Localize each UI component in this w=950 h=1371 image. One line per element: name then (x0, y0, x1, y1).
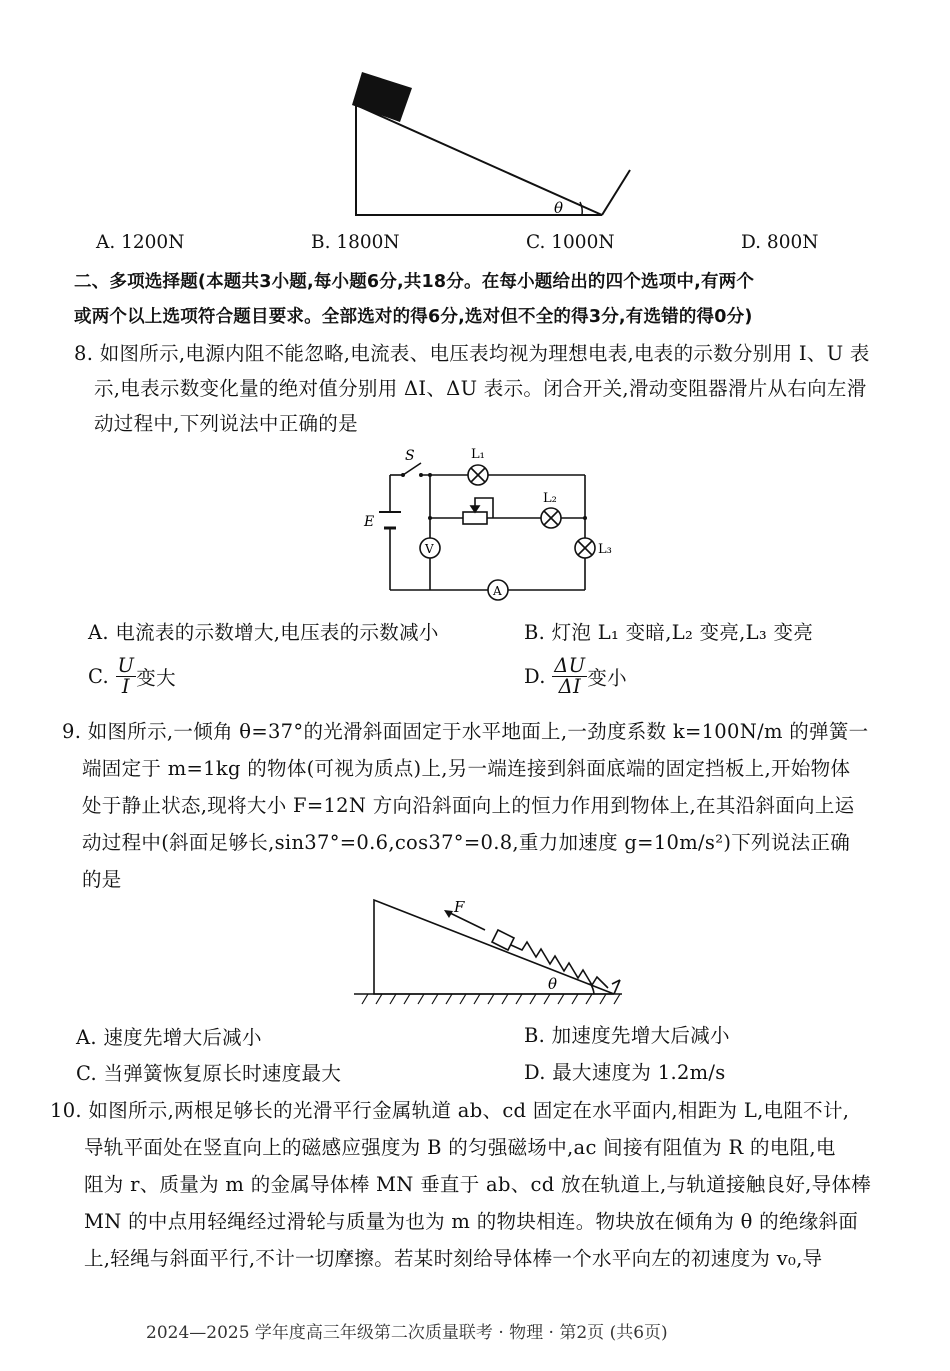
q9-stem-line2: 端固定于 m=1kg 的物体(可视为质点)上,另一端连接到斜面底端的固定挡板上,开始物体 (82, 757, 851, 780)
q9-option-a[interactable]: A. 速度先增大后减小 (76, 1026, 262, 1049)
q7-option-c[interactable]: C. 1000N (526, 232, 615, 253)
q10-stem-line1: 10. 如图所示,两根足够长的光滑平行金属轨道 ab、cd 固定在水平面内,相距为 L,电阻不计, (50, 1099, 850, 1122)
q9-option-d[interactable]: D. 最大速度为 1.2m/s (524, 1061, 726, 1084)
angle-arc (580, 202, 582, 215)
q8-option-d-fraction (552, 656, 587, 697)
lamp3-label: L₃ (598, 542, 612, 557)
q8-circuit-figure (355, 440, 625, 610)
voltmeter-label: V (425, 542, 434, 556)
q8-option-d-prefix: D. (524, 665, 546, 688)
block (352, 72, 412, 122)
q8-option-c-suffix: 变大 (136, 666, 176, 690)
q9-option-b[interactable]: B. 加速度先增大后减小 (524, 1024, 730, 1047)
q10-stem-line4: MN 的中点用轻绳经过滑轮与质量为也为 m 的物块相连。物块放在倾角为 θ 的绝缘斜面 (84, 1210, 859, 1233)
q8-stem-line1: 8. 如图所示,电源内阻不能忽略,电流表、电压表均视为理想电表,电表的示数分别用 I、U 表 (74, 342, 870, 365)
q8-option-c-fraction (116, 656, 137, 697)
lamp1-label: L₁ (471, 447, 485, 462)
q8-option-d[interactable] (524, 656, 627, 697)
q9-stem-line5: 的是 (82, 868, 122, 891)
q10-stem-line3: 阻为 r、质量为 m 的金属导体棒 MN 垂直于 ab、cd 放在轨道上,与轨道接触良好,导体棒 (84, 1173, 872, 1196)
q8-option-d-denominator: ΔI (558, 675, 581, 698)
vertical-wall (602, 170, 630, 215)
q8-option-d-numerator: ΔU (554, 654, 586, 677)
force-label: F (454, 898, 465, 916)
q7-option-b[interactable]: B. 1800N (311, 232, 400, 253)
page-footer: 2024—2025 学年度高三年级第二次质量联考 · 物理 · 第2页 (共6页) (146, 1323, 668, 1343)
battery-label: E (364, 514, 375, 530)
q7-option-d[interactable]: D. 800N (741, 232, 819, 253)
q8-stem-line3: 动过程中,下列说法中正确的是 (94, 412, 358, 435)
q8-option-c-numerator: U (117, 654, 135, 677)
q8-option-c[interactable] (88, 656, 176, 697)
q7-option-a[interactable]: A. 1200N (96, 232, 185, 253)
theta-label: θ (548, 975, 558, 993)
lamp2-label: L₂ (543, 491, 557, 506)
q9-option-c[interactable]: C. 当弹簧恢复原长时速度最大 (76, 1062, 342, 1085)
section-header-line1: 二、多项选择题(本题共3小题,每小题6分,共18分。在每小题给出的四个选项中,有两个 (74, 272, 755, 292)
q8-option-a[interactable]: A. 电流表的示数增大,电压表的示数减小 (88, 621, 439, 644)
q8-stem-line2: 示,电表示数变化量的绝对值分别用 ΔI、ΔU 表示。闭合开关,滑动变阻器滑片从右向左滑 (94, 377, 867, 400)
section-header-line2: 或两个以上选项符合题目要求。全部选对的得6分,选对但不全的得3分,有选错的得0分) (74, 307, 753, 327)
q7-incline-figure (340, 60, 640, 225)
q8-option-c-denominator: I (121, 675, 130, 698)
theta-label: θ (554, 199, 564, 217)
q9-incline-figure (350, 890, 630, 1010)
q9-stem-line4: 动过程中(斜面足够长,sin37°=0.6,cos37°=0.8,重力加速度 g=10m/s²)下列说法正确 (82, 831, 851, 854)
q8-option-c-prefix: C. (88, 665, 110, 688)
q9-stem-line1: 9. 如图所示,一倾角 θ=37°的光滑斜面固定于水平地面上,一劲度系数 k=100N/m 的弹簧一 (62, 720, 869, 743)
q8-option-b[interactable]: B. 灯泡 L₁ 变暗,L₂ 变亮,L₃ 变亮 (524, 621, 814, 644)
ammeter-label: A (493, 584, 502, 598)
q10-stem-line5: 上,轻绳与斜面平行,不计一切摩擦。若某时刻给导体棒一个水平向左的初速度为 v₀,导 (84, 1247, 823, 1270)
q8-option-d-suffix: 变小 (587, 666, 627, 690)
q10-stem-line2: 导轨平面处在竖直向上的磁感应强度为 B 的匀强磁场中,ac 间接有阻值为 R 的电阻,电 (84, 1136, 836, 1159)
q9-stem-line3: 处于静止状态,现将大小 F=12N 方向沿斜面向上的恒力作用到物体上,在其沿斜面向上运 (82, 794, 855, 817)
switch-label: S (405, 448, 415, 464)
incline-triangle (356, 105, 602, 215)
